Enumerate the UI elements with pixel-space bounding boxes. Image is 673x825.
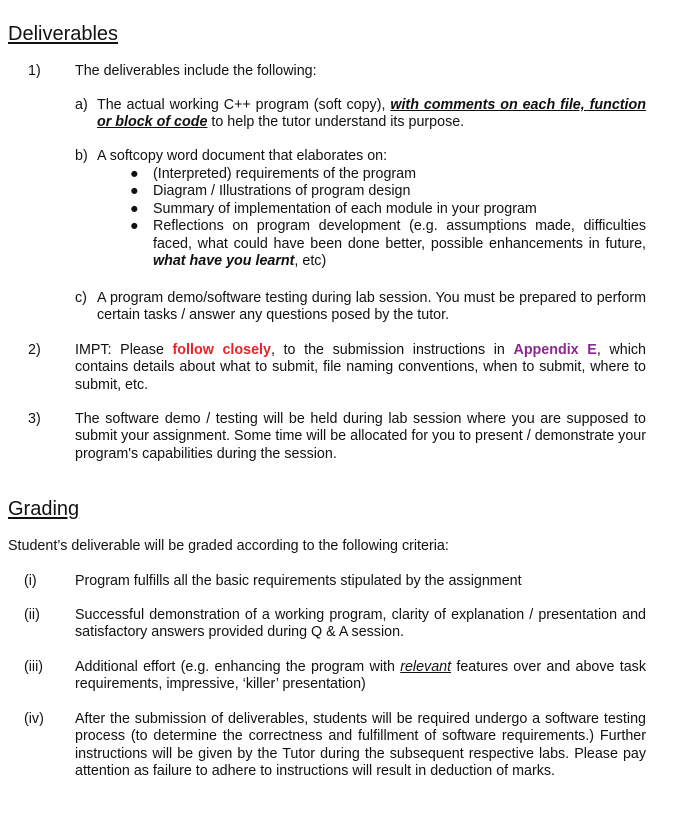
bullet-item: ● (Interpreted) requirements of the program [130,166,417,182]
deliverables-heading: Deliverables [8,23,119,45]
criterion-number: (ii) [24,607,40,623]
bullet-item: ● Reflections on program development (e.g. assumptions made, difficulties faced, what could have been done better, possible enhancements in future, what have you learnt, etc) [130,218,646,270]
sub-item-a-text: The actual working C++ program (soft copy), with comments on each file, function or block of code to help the tutor understand its purpose. [97,97,646,131]
item-number: 2) [28,342,41,358]
bullet-dot-icon: ● [130,183,139,200]
emphasis-text: with comments on each file, function or block of code [97,97,646,131]
highlight-red-text: follow closely [172,342,271,358]
criterion-ii-text: Successful demonstration of a working program, clarity of explanation / presentation and satisfactory answers provided during Q & A session. [75,607,646,641]
bullet-dot-icon: ● [130,200,139,217]
item3-text: The software demo / testing will be held during lab session where you are supposed to submit your assignment. Some time will be allocated for you to present / demonstrate your program's capabilities during the session. [75,411,646,462]
sub-label: b) [75,148,88,164]
item-number: 1) [28,63,41,79]
criterion-number: (iv) [24,711,44,727]
bullet-list [128,166,646,270]
bullet-item: ● Diagram / Illustrations of program design [130,183,411,200]
bullet-dot-icon: ● [130,218,139,235]
grading-heading: Grading [8,498,80,520]
criterion-number: (iii) [24,659,44,675]
sub-item-c-text: A program demo/software testing during lab session. You must be prepared to perform certain tasks / answer any questions posed by the tutor. [97,290,646,324]
emphasis-text: what have you learnt [153,253,295,270]
criterion-iii-text: Additional effort (e.g. enhancing the program with relevant features over and above task requirements, impressive, ‘killer’ presentation) [75,659,646,693]
grading-intro: Student’s deliverable will be graded according to the following criteria: [8,538,449,554]
item1-text: The deliverables include the following: [75,63,317,79]
criterion-iv-text: After the submission of deliverables, students will be required undergo a software testing process (to determine the correctness and fulfillment of software requirements.) Further instructions will be given by the Tutor during the subsequent respective labs. Please pay attention as failure to adhere to instructions will result in deduction of marks. [75,711,646,780]
item-number: 3) [28,411,41,427]
bullet-item: ● Summary of implementation of each module in your program [130,200,537,217]
criterion-number: (i) [24,573,37,589]
bullet-dot-icon: ● [130,166,139,182]
criterion-i-text: Program fulfills all the basic requirements stipulated by the assignment [75,573,522,589]
sub-item-b-text: A softcopy word document that elaborates on: [97,148,388,164]
emphasis-text: relevant [400,659,452,675]
sub-label: a) [75,97,88,113]
appendix-reference: Appendix E [513,342,597,358]
sub-label: c) [75,290,87,306]
item2-text: IMPT: Please follow closely, to the submission instructions in Appendix E, which contains details about what to submit, file naming conventions, when to submit, where to submit, etc. [75,342,646,393]
